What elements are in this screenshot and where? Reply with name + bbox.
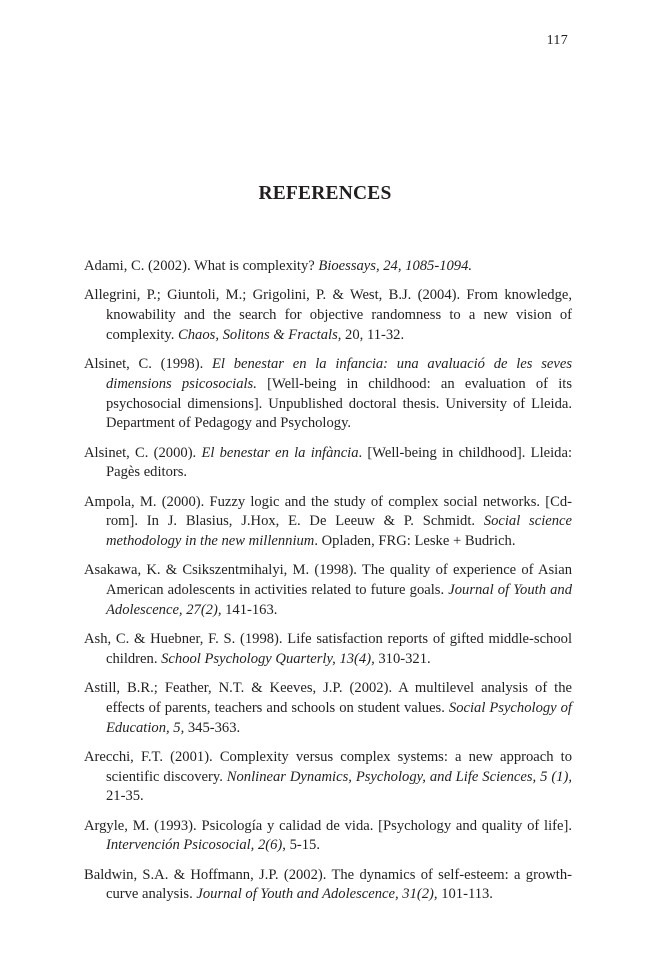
reference-entry: Alsinet, C. (2000). El benestar en la infància. [Well-being in childhood]. Lleida: Pagès editors.: [84, 444, 572, 481]
reference-entry: Allegrini, P.; Giuntoli, M.; Grigolini, P. & West, B.J. (2004). From knowledge, knowability and the search for objective randomness to a new vision of complexity. Chaos, Solitons & Fractals, 20, 11-32.: [84, 287, 572, 343]
reference-entry: Argyle, M. (1993). Psicología y calidad de vida. [Psychology and quality of life]. Intervención Psicosocial, 2(6), 5-15.: [84, 817, 572, 854]
reference-entry: Adami, C. (2002). What is complexity? Bioessays, 24, 1085-1094.: [84, 258, 473, 274]
reference-entry: Arecchi, F.T. (2001). Complexity versus complex systems: a new approach to scientific discovery. Nonlinear Dynamics, Psychology, and Life Sciences, 5 (1), 21-35.: [84, 748, 572, 805]
page-title: REFERENCES: [258, 183, 392, 204]
reference-entry: Ampola, M. (2000). Fuzzy logic and the study of complex social networks. [Cd-rom]. In J. Blasius, J.Hox, E. De Leeuw & P. Schmidt. Social science methodology in the new millennium. Opladen, FRG: Leske + Budrich.: [84, 493, 572, 550]
reference-entry: Ash, C. & Huebner, F. S. (1998). Life satisfaction reports of gifted middle-school children. School Psychology Quarterly, 13(4), 310-321.: [84, 631, 572, 667]
reference-entry: Baldwin, S.A. & Hoffmann, J.P. (2002). The dynamics of self-esteem: a growth-curve analysis. Journal of Youth and Adolescence, 31(2), 101-113.: [84, 866, 572, 903]
page-number: 117: [546, 33, 568, 48]
reference-entry: Asakawa, K. & Csikszentmihalyi, M. (1998). The quality of experience of Asian American adolescents in activities related to future goals. Journal of Youth and Adolescence, 27(2), 141-163.: [84, 562, 573, 618]
reference-entry: Alsinet, C. (1998). El benestar en la infancia: una avaluació de les seves dimensions psicosocials. [Well-being in childhood: an evaluation of its psychosocial dimensions]. Unpublished doctoral thesis. University of Lleida. Department of Pedagogy and Psychology.: [84, 355, 572, 432]
reference-list: [84, 257, 572, 915]
reference-entry: Astill, B.R.; Feather, N.T. & Keeves, J.P. (2002). A multilevel analysis of the effects of parents, teachers and schools on student values. Social Psychology of Education, 5, 345-363.: [84, 680, 572, 736]
